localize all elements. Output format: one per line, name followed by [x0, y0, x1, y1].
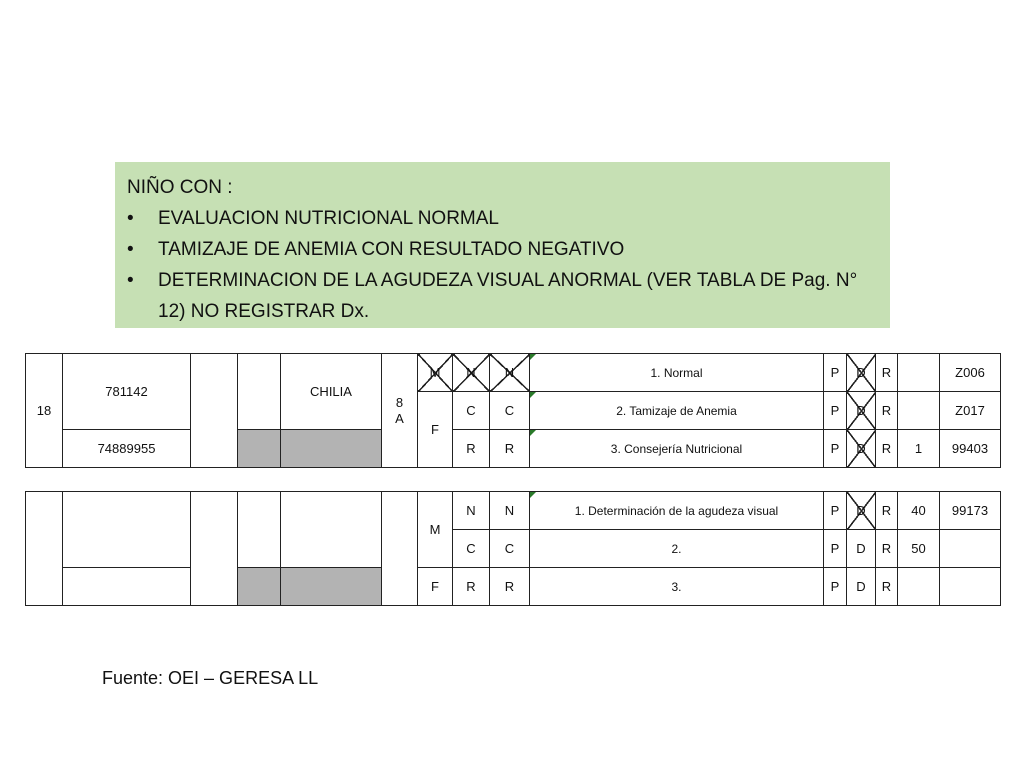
diagnosis-cell: 1. Determinación de la agudeza visual — [530, 492, 824, 530]
district-grey-cell — [281, 430, 382, 468]
estab-status-cell: N — [453, 492, 490, 530]
sex-m-cell: M — [418, 492, 453, 568]
lab-cell — [898, 354, 940, 392]
financing-cell — [191, 354, 238, 468]
diagnosis-cell: 3. — [530, 568, 824, 606]
type-d-cell: D — [847, 392, 876, 430]
type-r-cell: R — [876, 492, 898, 530]
green-corner-marker — [530, 354, 536, 360]
service-status-cell: C — [490, 392, 530, 430]
note-bullet: • TAMIZAJE DE ANEMIA CON RESULTADO NEGATIVO — [158, 234, 878, 265]
type-p-cell: P — [824, 430, 847, 468]
day-cell — [26, 492, 63, 606]
type-p-cell: P — [824, 568, 847, 606]
type-r-cell: R — [876, 568, 898, 606]
district-grey-cell — [281, 568, 382, 606]
sex-f-cell: F — [418, 392, 453, 468]
code-cell: Z017 — [940, 392, 1001, 430]
type-p-cell: P — [824, 392, 847, 430]
green-corner-marker — [530, 392, 536, 398]
service-status-cell: R — [490, 568, 530, 606]
code-cell — [940, 568, 1001, 606]
ethnicity-grey-cell — [238, 568, 281, 606]
district-cell — [281, 492, 382, 568]
registry-table-2 — [25, 491, 1001, 606]
type-d-cell: D — [847, 568, 876, 606]
green-corner-marker — [530, 492, 536, 498]
age-cell — [382, 492, 418, 606]
note-bullet-list — [127, 203, 878, 327]
type-r-cell: R — [876, 392, 898, 430]
type-p-cell: P — [824, 492, 847, 530]
type-r-cell: R — [876, 530, 898, 568]
lab-cell — [898, 568, 940, 606]
age-unit: A — [395, 410, 404, 426]
note-bullet: • DETERMINACION DE LA AGUDEZA VISUAL ANORMAL (VER TABLA DE Pag. N° 12) NO REGISTRAR Dx. — [158, 265, 878, 327]
history-number-cell: 781142 — [63, 354, 191, 430]
green-corner-marker — [530, 430, 536, 436]
estab-status-cell: R — [453, 430, 490, 468]
code-cell: 99403 — [940, 430, 1001, 468]
diagnosis-cell: 2. Tamizaje de Anemia — [530, 392, 824, 430]
district-cell: CHILIA — [281, 354, 382, 430]
ethnicity-cell — [238, 492, 281, 568]
note-bullet: • EVALUACION NUTRICIONAL NORMAL — [158, 203, 878, 234]
day-cell: 18 — [26, 354, 63, 468]
type-d-cell: D — [847, 354, 876, 392]
financing-cell — [191, 492, 238, 606]
age-value: 8 — [395, 394, 404, 410]
lab-cell — [898, 392, 940, 430]
service-status-cell: N — [490, 492, 530, 530]
diagnosis-cell: 1. Normal — [530, 354, 824, 392]
age-cell — [382, 354, 418, 468]
service-status-cell: R — [490, 430, 530, 468]
sex-m-cell: M — [418, 354, 453, 392]
estab-status-cell: C — [453, 392, 490, 430]
type-d-cell: D — [847, 430, 876, 468]
service-status-cell: C — [490, 530, 530, 568]
type-r-cell: R — [876, 430, 898, 468]
note-heading: NIÑO CON : — [127, 177, 233, 198]
lab-cell: 50 — [898, 530, 940, 568]
estab-status-cell: R — [453, 568, 490, 606]
registry-table-1 — [25, 353, 1001, 468]
estab-status-cell: N — [453, 354, 490, 392]
diagnosis-cell: 3. Consejería Nutricional — [530, 430, 824, 468]
type-d-cell: D — [847, 492, 876, 530]
diagnosis-cell: 2. — [530, 530, 824, 568]
service-status-cell: N — [490, 354, 530, 392]
source-caption: Fuente: OEI – GERESA LL — [102, 668, 319, 688]
type-d-cell: D — [847, 530, 876, 568]
dni-cell: 74889955 — [63, 430, 191, 468]
sex-f-cell: F — [418, 568, 453, 606]
code-cell: 99173 — [940, 492, 1001, 530]
lab-cell: 1 — [898, 430, 940, 468]
type-r-cell: R — [876, 354, 898, 392]
type-p-cell: P — [824, 354, 847, 392]
dni-cell — [63, 568, 191, 606]
estab-status-cell: C — [453, 530, 490, 568]
code-cell — [940, 530, 1001, 568]
lab-cell: 40 — [898, 492, 940, 530]
ethnicity-cell — [238, 354, 281, 430]
type-p-cell: P — [824, 530, 847, 568]
code-cell: Z006 — [940, 354, 1001, 392]
instruction-note — [115, 162, 890, 328]
ethnicity-grey-cell — [238, 430, 281, 468]
history-number-cell — [63, 492, 191, 568]
